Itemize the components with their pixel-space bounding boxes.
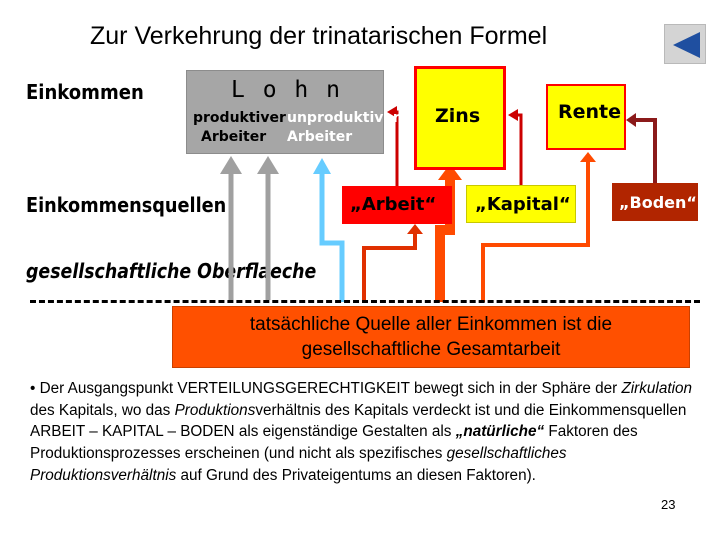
- lohn-produktiv-line1: produktiver: [193, 110, 286, 126]
- arrow-to-arbeit: [364, 232, 415, 302]
- lohn-box: [186, 70, 400, 154]
- body-paragraph: [30, 378, 700, 487]
- lohn-produktiver-arbeiter: [193, 109, 286, 147]
- lohn-unproduktiv-line2: Arbeiter: [287, 129, 353, 145]
- arrowhead-boden-rente: [626, 113, 636, 127]
- arrowhead-lohn-produktiv: [220, 156, 242, 174]
- gesamtarbeit-line1: tatsächliche Quelle aller Einkommen ist die: [249, 314, 613, 335]
- lohn-unproduktiver-arbeiter: [287, 109, 400, 147]
- body-t7: Faktoren des Produktionsprozesses erscheinen (und nicht als spezifisches: [30, 423, 638, 463]
- arrowhead-lohn-unproduktiv: [257, 156, 279, 174]
- source-boden-label: „Boden“: [619, 193, 697, 212]
- lohn-title: L o h n: [231, 77, 342, 103]
- body-t2: Zirkulation: [621, 380, 692, 397]
- gesamtarbeit-line2: gesellschaftliche Gesamtarbeit: [301, 339, 561, 360]
- bullet: •: [30, 380, 36, 397]
- arrowhead-rente: [580, 152, 596, 162]
- source-boden: [612, 183, 698, 221]
- source-arbeit: [342, 186, 452, 224]
- zins-label: Zins: [435, 105, 481, 127]
- arrowhead-zins: [508, 109, 518, 121]
- body-t9: auf Grund des Privateigentums an diesen Faktoren).: [176, 466, 536, 484]
- label-einkommen: Einkommen: [26, 80, 144, 104]
- body-t1: Der Ausgangspunkt VERTEILUNGSGERECHTIGKEIT bewegt sich in der Sphäre der: [35, 380, 622, 397]
- body-t4: Produktions: [174, 401, 256, 419]
- body-t8: gesellschaftliches Produktionsverhältnis: [30, 445, 567, 484]
- arrow-boden-to-rente: [631, 120, 655, 183]
- slide-title: Zur Verkehrung der trinatarischen Formel: [90, 22, 548, 50]
- arrow-to-rente: [483, 160, 588, 302]
- arrowhead-blue-lohn: [313, 158, 331, 174]
- body-t6: „natürliche“: [455, 423, 545, 441]
- rente-box: [546, 84, 626, 150]
- source-arbeit-label: „Arbeit“: [350, 194, 437, 215]
- source-kapital-label: „Kapital“: [475, 194, 571, 215]
- source-kapital: [466, 185, 576, 223]
- arrowhead-arbeit: [407, 224, 423, 234]
- label-einkommensquellen: Einkommensquellen: [26, 193, 227, 217]
- arrow-kapital-to-zins: [512, 115, 521, 185]
- label-gesellschaftliche-oberflaeche: gesellschaftliche Oberflaeche: [26, 259, 317, 283]
- rente-label: Rente: [558, 101, 622, 123]
- body-t5: verhältnis des Kapitals verdeckt ist und die Einkommensquellen ARBEIT – KAPITAL – BODEN als eigenständige Gestalten als: [30, 401, 687, 441]
- zins-box: [414, 66, 506, 170]
- page-number: 23: [661, 497, 676, 512]
- body-t3: des Kapitals, wo das: [30, 401, 175, 419]
- gesamtarbeit-box: [172, 306, 690, 368]
- surface-divider-line: [30, 300, 700, 303]
- lohn-produktiv-line2: Arbeiter: [201, 129, 267, 145]
- lohn-unproduktiv-line1: unproduktiver: [287, 110, 400, 126]
- arrow-blue-to-lohn: [322, 172, 342, 302]
